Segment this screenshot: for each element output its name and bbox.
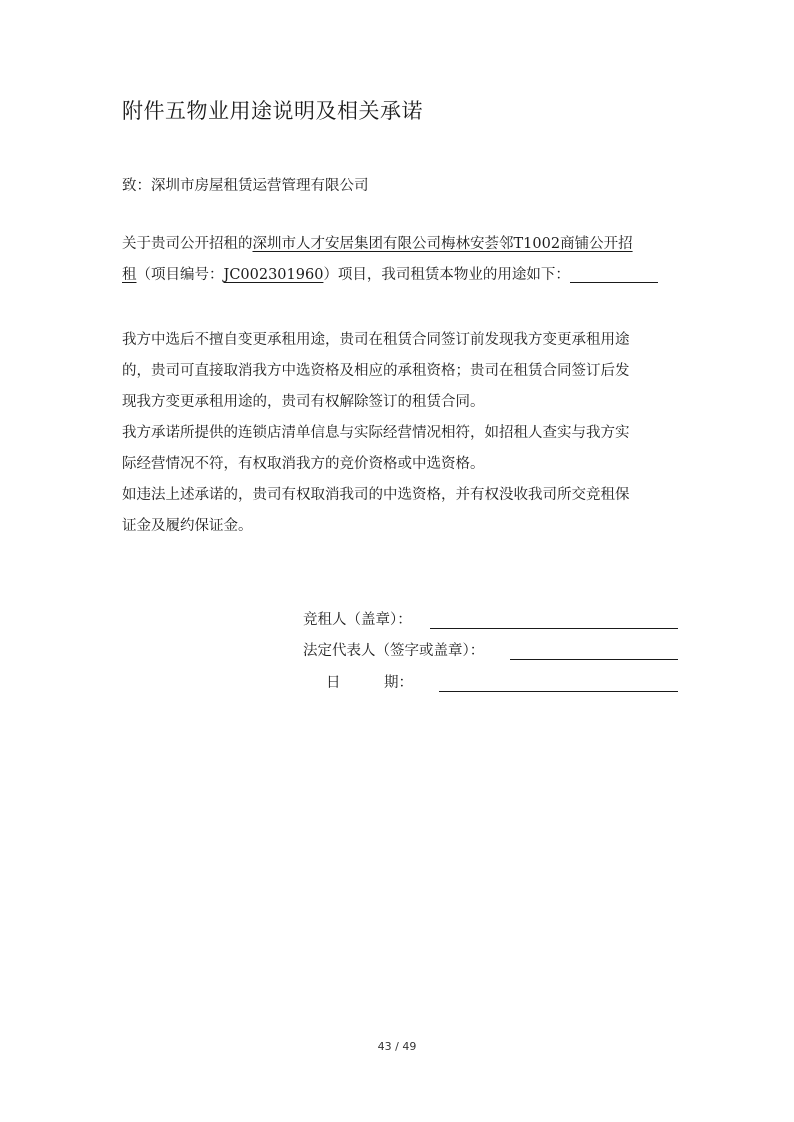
commitment-line: 际经营情况不符，有权取消我方的竞价资格或中选资格。	[122, 456, 485, 472]
commitment-line: 证金及履约保证金。	[122, 518, 253, 534]
intro-line-1	[122, 229, 678, 260]
legal-rep-label: 法定代表人（签字或盖章）：	[303, 643, 485, 659]
project-name-cont: 租	[122, 267, 137, 283]
bidder-seal-field[interactable]	[430, 627, 678, 629]
date-field[interactable]	[439, 690, 678, 692]
commitment-line: 如违法上述承诺的，贵司有权取消我司的中选资格，并有权没收我司所交竞租保	[122, 487, 630, 503]
commitment-paragraphs	[122, 325, 678, 542]
legal-rep-field[interactable]	[510, 658, 678, 660]
project-code: JC002301960	[223, 267, 324, 283]
intro-prefix: 关于贵司公开招租的	[122, 236, 253, 252]
code-prefix: （项目编号：	[136, 267, 224, 283]
intro-line-2	[122, 260, 678, 291]
date-label: 日 期：	[326, 675, 413, 691]
bidder-seal-label: 竞租人（盖章）：	[303, 612, 412, 628]
intro-suffix: ）项目，我司租赁本物业的用途如下：	[323, 267, 570, 283]
page-number: 43 / 49	[377, 1040, 417, 1053]
commitment-line: 我方承诺所提供的连锁店清单信息与实际经营情况相符，如招租人查实与我方实	[122, 425, 630, 441]
addressee-line: 致：深圳市房屋租赁运营管理有限公司	[122, 178, 369, 194]
project-name: 深圳市人才安居集团有限公司梅林安荟邻T1002商铺公开招	[252, 236, 633, 252]
commitment-line: 现我方变更承租用途的，贵司有权解除签订的租赁合同。	[122, 394, 485, 410]
commitment-line: 我方中选后不擅自变更承租用途，贵司在租赁合同签订前发现我方变更承租用途	[122, 332, 630, 348]
commitment-line: 的，贵司可直接取消我方中选资格及相应的承租资格；贵司在租赁合同签订后发	[122, 363, 630, 379]
usage-blank-field[interactable]	[570, 264, 658, 283]
page-title: 附件五物业用途说明及相关承诺	[122, 99, 423, 123]
intro-paragraph	[122, 229, 678, 291]
